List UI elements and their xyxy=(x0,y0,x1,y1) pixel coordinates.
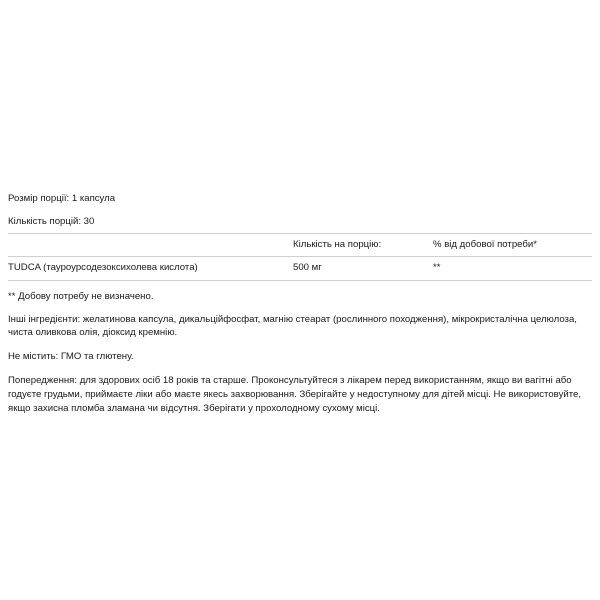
ingredient-amount: 500 мг xyxy=(293,261,322,273)
header-daily-value: % від добової потреби* xyxy=(433,238,537,250)
free-from-statement: Не містить: ГМО та глютену. xyxy=(8,351,134,363)
servings-per-container: Кількість порцій: 30 xyxy=(8,215,95,227)
ingredient-daily-value: ** xyxy=(433,261,441,273)
daily-value-note: ** Добову потребу не визначено. xyxy=(8,290,154,302)
table-row xyxy=(8,256,592,280)
warnings-text: Попередження: для здорових осіб 18 років та старше. Проконсультуйтеся з лікарем перед використанням, якщо ви вагітні або годуєте грудьми, приймаєте ліки або маєте якесь захворювання. Зберігайте у недоступному для дітей місці. Не використовуйте, якщо захисна пломба зламана чи відсутня. Зберігати у прохолодному сухому місці. xyxy=(8,375,582,415)
other-ingredients: Інші інгредієнти: желатинова капсула, дикальційфосфат, магнію стеарат (рослинного походження), мікрокристалічна целюлоза, чиста оливкова олія, діоксид кремнію. xyxy=(8,313,577,339)
header-amount-per-serving: Кількість на порцію: xyxy=(293,238,382,250)
supplement-facts-document xyxy=(8,192,592,416)
header-ingredient xyxy=(8,233,293,256)
ingredient-name: TUDCA (тауроурсодезоксихолева кислота) xyxy=(8,261,198,273)
table-header-row xyxy=(8,233,592,256)
serving-size: Розмір порції: 1 капсула xyxy=(8,193,116,204)
supplement-facts-table xyxy=(8,233,592,281)
